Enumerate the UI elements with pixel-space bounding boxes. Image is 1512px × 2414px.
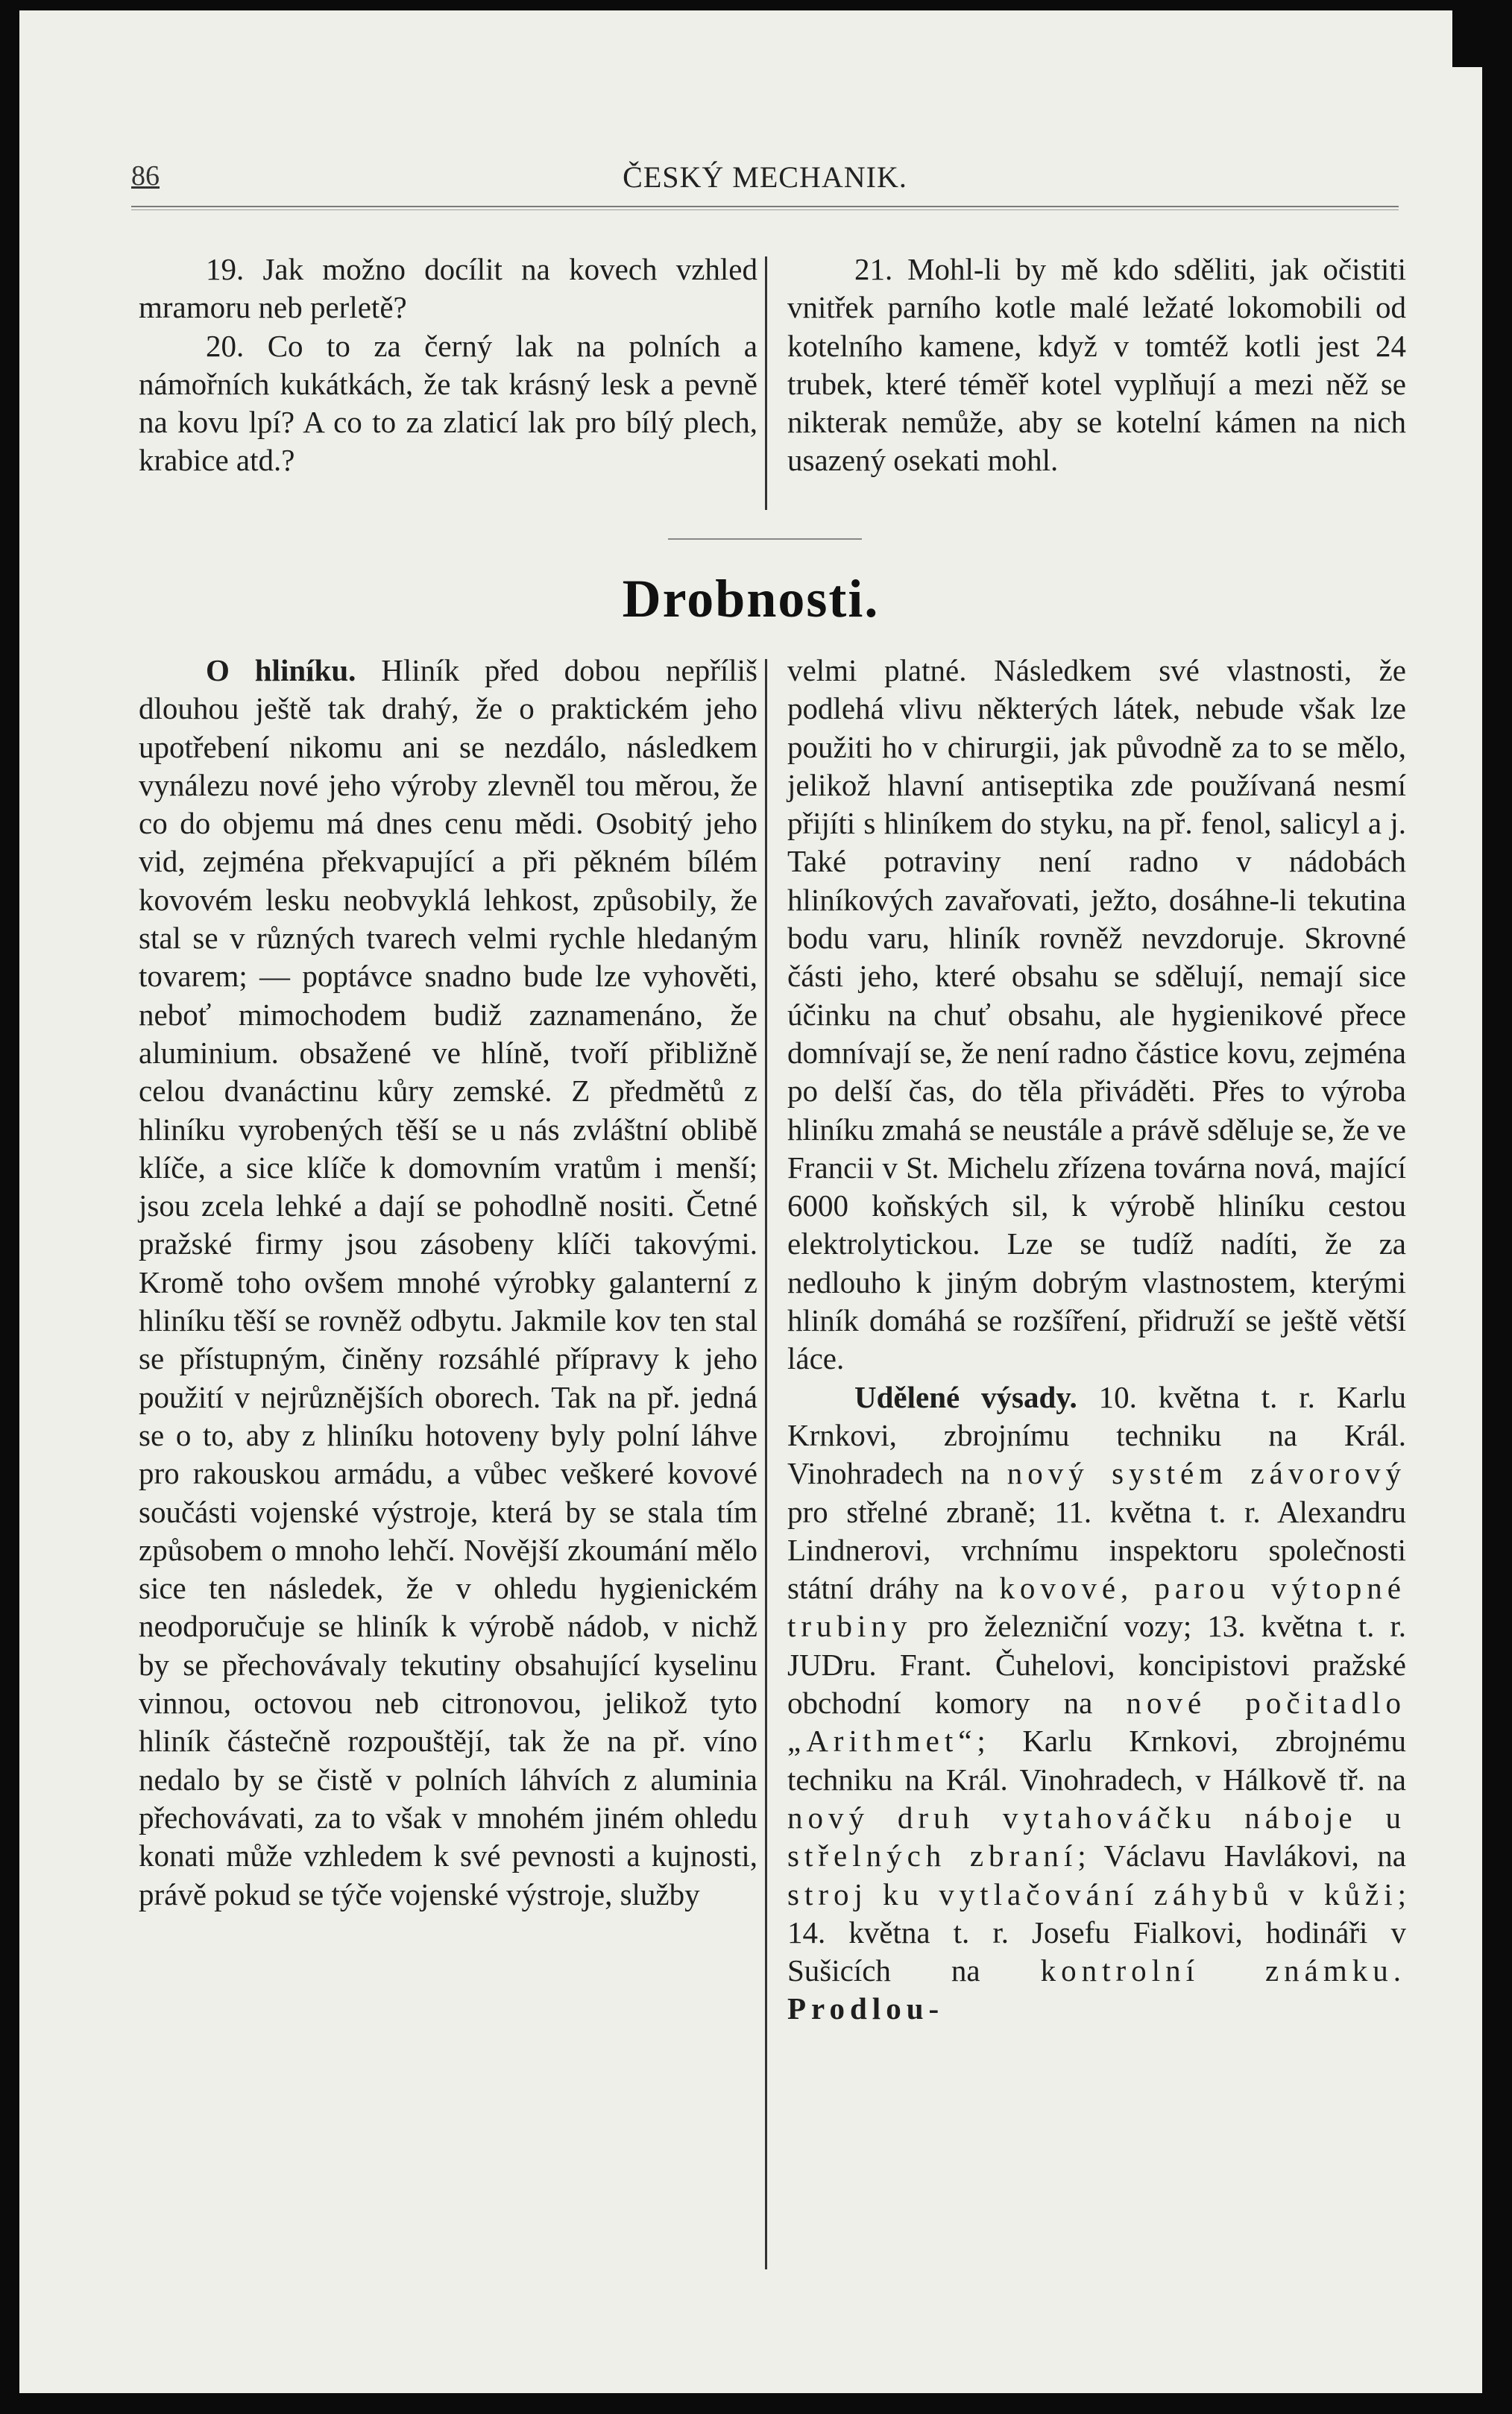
patent-title-5: stroj ku vytlačování záhybů v kůži bbox=[787, 1876, 1398, 1912]
article-patents-heading: Udělené výsady. bbox=[854, 1379, 1077, 1414]
article-patents bbox=[787, 1378, 1406, 2029]
patent-title-4: nový druh vytahováčku náboje u střelných zbraní bbox=[787, 1800, 1406, 1873]
patents-text-6: ; 14. května t. r. Josefu Fialkovi, hodináři v Sušicích na bbox=[787, 1876, 1406, 1988]
article-aluminium-text-left: Hliník před dobou nepříliš dlouhou ještě tak drahý, že o praktickém jeho upotřebení nikomu ani se nezdálo, následkem vynálezu nové jeho výroby zlevněl tou měrou, že co do objemu má dnes cenu mědi. Osobitý jeho vid, zejména překvapující a při pěkném bílém kovovém lesku neobvyklá lehkost, způsobily, že stal se v různých tvarech velmi rychle hledaným tovarem; — poptávce snadno bude lze vyhověti, neboť mimochodem budiž zaznamenáno, že aluminium. obsažené ve hlíně, tvoří přibližně celou dvanáctinu kůry zemské. Z předmětů z hliníku vyrobených těší se u nás zvláštní oblibě klíče, a sice klíče k domovním vratům i menší; jsou zcela lehké a dají se pohodlně nositi. Četné pražské firmy jsou zásobeny klíči takovými. Kromě toho ovšem mnohé výrobky galanterní z hliníku těší se rovněž odbytu. Jakmile kov ten stal se přístupným, činěny rozsáhlé přípravy k jeho použití v nejrůznějších oborech. Tak na př. jedná se o to, aby z hliníku hotoveny byly polní láhve pro rakouskou armádu, a vůbec veškeré kovové součásti vojenské výstroje, která by se stala tím způsobem o mnoho lehčí. Novější zkoumání mělo sice ten následek, že v ohledu hygienickém neodporučuje se hliník k výrobě nádob, v nichž by se přechovávaly tekutiny obsahující kyselinu vinnou, octovou neb citronovou, jelikož tyto hliník částečně rozpouštějí, tak že na př. víno nedalo by se čistě v polních láhvích z aluminia přechovávati, za to však v mnohém jiném ohledu konati může vzhledem k své pevnosti a kujnosti, právě pokud se týče vojenské výstroje, služby bbox=[139, 653, 758, 1912]
column-divider-main bbox=[765, 659, 767, 2269]
patents-text-3: pro železniční vozy; 13. května t. r. JUDru. Frant. Čuhelovi, koncipistovi pražské obchodní komory na bbox=[787, 1609, 1406, 1721]
patents-text-2: pro střelné zbraně; 11. května t. r. Alexandru Lindnerovi, vrchnímu inspektoru společnosti státní dráhy na bbox=[787, 1494, 1406, 1606]
patent-title-3: nové počitadlo „Arithmet“ bbox=[787, 1686, 1406, 1759]
running-title: ČESKÝ MECHANIK. bbox=[623, 160, 907, 194]
article-aluminium-part1 bbox=[139, 652, 757, 1914]
patent-title-2: kovové, parou výtopné trubiny bbox=[787, 1571, 1407, 1644]
question-20: 20. Co to za černý lak na polních a námořních kukátkách, že tak krásný lesk a pevně na kovu lpí? A co to za zlaticí lak pro bílý plech, krabice atd.? bbox=[139, 328, 757, 478]
section-separator bbox=[668, 538, 862, 540]
patent-title-6: kontrolní známku. bbox=[1040, 1953, 1406, 1988]
page-corner bbox=[1452, 10, 1482, 67]
question-21: 21. Mohl-li by mě kdo sděliti, jak očistiti vnitřek parního kotle malé ležaté lokomobili od kotelního kamene, když v tomtéž kotli jest 24 trubek, které téměř kotel vyplňují a mezi něž se nikterak nemůže, aby se kotelní kámen na nich usazený osekati mohl. bbox=[787, 252, 1406, 478]
article-right-column bbox=[787, 652, 1406, 2029]
header-rule bbox=[131, 206, 1399, 210]
patents-text-4: ; Karlu Krnkovi, zbrojnému techniku na Král. Vinohradech, v Hálkově tř. na bbox=[787, 1724, 1406, 1797]
questions-left-column bbox=[139, 250, 757, 480]
article-aluminium-heading: O hliníku. bbox=[206, 653, 356, 687]
page-header bbox=[131, 160, 1399, 204]
section-title: Drobnosti. bbox=[622, 569, 880, 628]
column-divider-top bbox=[765, 256, 767, 510]
page bbox=[19, 10, 1482, 2393]
patents-text-5: ; Václavu Havlákovi, na bbox=[1077, 1838, 1406, 1873]
patents-trailing-bold: Prodlou- bbox=[787, 1991, 945, 2026]
patents-text-1: 10. května t. r. Karlu Krnkovi, zbrojnímu techniku na Král. Vinohradech na bbox=[787, 1379, 1406, 1491]
article-aluminium-part2: velmi platné. Následkem své vlastnosti, že podlehá vlivu některých látek, nebude však lze použiti ho v chirurgii, jak původně za to se mělo, jelikož hlavní antiseptika zde používaná nesmí přijíti s hliníkem do styku, na př. fenol, salicyl a j. Také potraviny není radno v nádobách hliníkových zavařovati, ježto, dosáhne-li tekutina bodu varu, hliník rovněž nevzdoruje. Skrovné části jeho, které obsahu se sdělují, nemají sice účinku na chuť obsahu, ale hygienikové přece domnívají se, že není radno částice kovu, zejména po delší čas, do těla přiváděti. Přes to výroba hliníku zmahá se neustále a právě sděluje se, že ve Francii v St. Michelu zřízena továrna nová, mající 6000 koňských sil, k výrobě hliníku cestou elektrolytickou. Lze se tudíž nadíti, že za nedlouho k jiným dobrým vlastnostem, kterými hliník domáhá se rozšíření, přidruží se ještě větší láce. bbox=[787, 653, 1406, 1376]
question-19: 19. Jak možno docílit na kovech vzhled mramoru neb perletě? bbox=[139, 252, 757, 325]
article-left-column bbox=[139, 652, 757, 1914]
page-number: 86 bbox=[131, 160, 160, 192]
patent-title-1: nový systém závorový bbox=[1007, 1456, 1406, 1491]
questions-right-column bbox=[787, 250, 1406, 480]
